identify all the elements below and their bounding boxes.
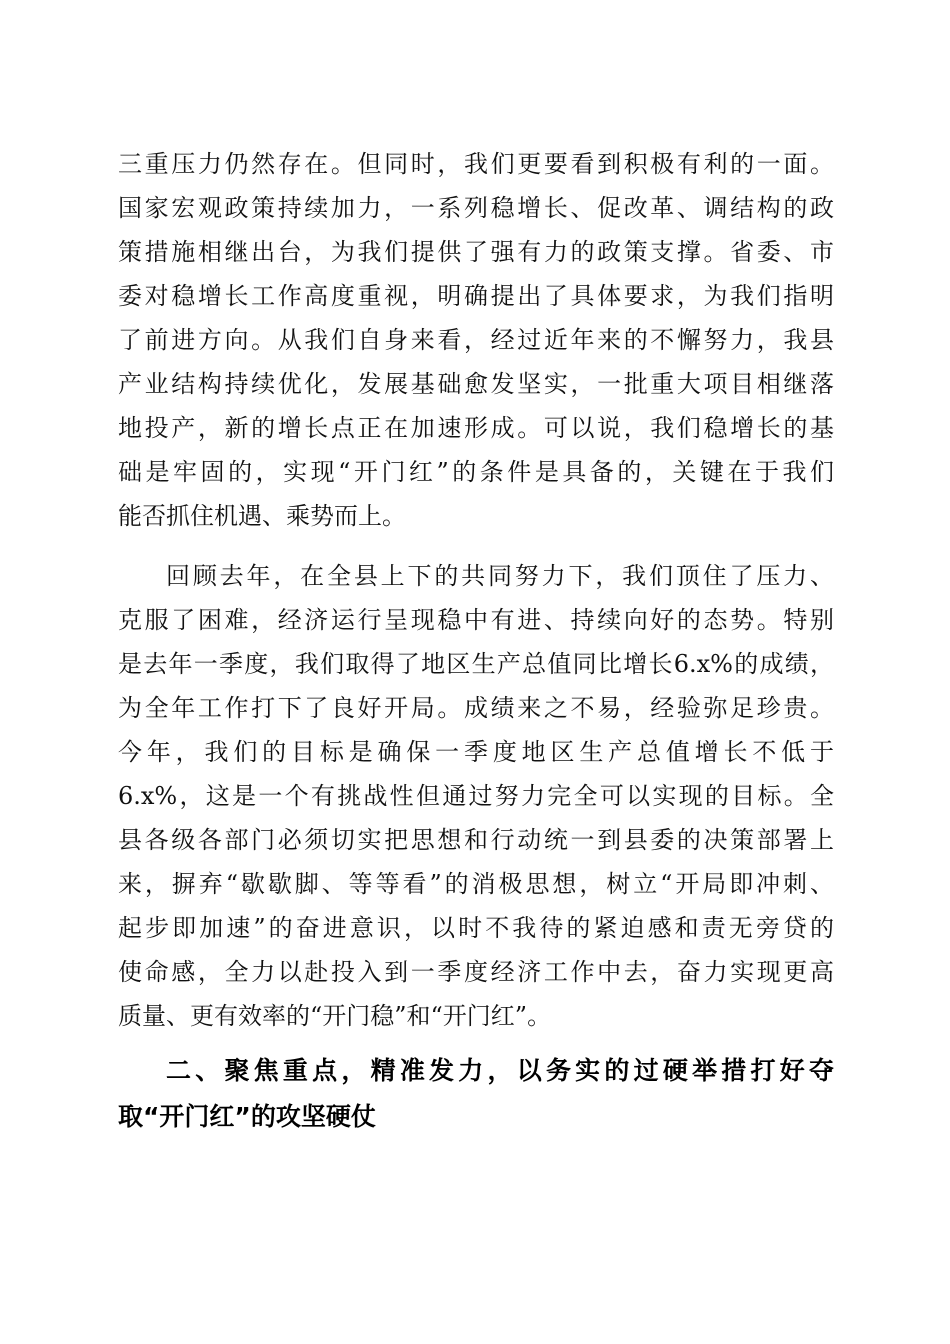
- text-line: 地投产，新的增长点正在加速形成。可以说，我们稳增长的基: [118, 414, 834, 442]
- text-line: 6.x%，这是一个有挑战性但通过努力完全可以实现的目标。全: [118, 782, 834, 810]
- section-heading: [118, 1048, 834, 1140]
- text-line: 国家宏观政策持续加力，一系列稳增长、促改革、调结构的政: [118, 194, 834, 222]
- text-line: 县各级各部门必须切实把思想和行动统一到县委的决策部署上: [118, 826, 834, 854]
- text-line: 了前进方向。从我们自身来看，经过近年来的不懈努力，我县: [118, 326, 834, 354]
- text-line: 是去年一季度，我们取得了地区生产总值同比增长6.x%的成绩，: [118, 650, 834, 678]
- paragraph-2: [118, 554, 834, 1038]
- text-line: 来，摒弃“歇歇脚、等等看”的消极思想，树立“开局即冲刺、: [118, 870, 834, 898]
- text-line: 能否抓住机遇、乘势而上。: [118, 502, 406, 530]
- heading-line: 取“开门红”的攻坚硬仗: [118, 1102, 376, 1131]
- text-line: 质量、更有效率的“开门稳”和“开门红”。: [118, 1002, 552, 1030]
- text-line: 策措施相继出台，为我们提供了强有力的政策支撑。省委、市: [118, 238, 834, 266]
- text-line: 克服了困难，经济运行呈现稳中有进、持续向好的态势。特别: [118, 606, 834, 634]
- text-line: 三重压力仍然存在。但同时，我们更要看到积极有利的一面。: [118, 150, 834, 178]
- text-line: 为全年工作打下了良好开局。成绩来之不易，经验弥足珍贵。: [118, 694, 834, 722]
- text-line: 础是牢固的，实现“开门红”的条件是具备的，关键在于我们: [118, 458, 834, 486]
- text-line: 起步即加速”的奋进意识，以时不我待的紧迫感和责无旁贷的: [118, 914, 834, 942]
- document-body: [118, 142, 834, 1140]
- heading-line: 二、聚焦重点，精准发力，以务实的过硬举措打好夺: [166, 1056, 834, 1085]
- text-line: 委对稳增长工作高度重视，明确提出了具体要求，为我们指明: [118, 282, 834, 310]
- text-line: 使命感，全力以赴投入到一季度经济工作中去，奋力实现更高: [118, 958, 834, 986]
- text-line: 回顾去年，在全县上下的共同努力下，我们顶住了压力、: [166, 562, 834, 590]
- paragraph-1: [118, 142, 834, 538]
- text-line: 产业结构持续优化，发展基础愈发坚实，一批重大项目相继落: [118, 370, 834, 398]
- text-line: 今年，我们的目标是确保一季度地区生产总值增长不低于: [118, 738, 834, 766]
